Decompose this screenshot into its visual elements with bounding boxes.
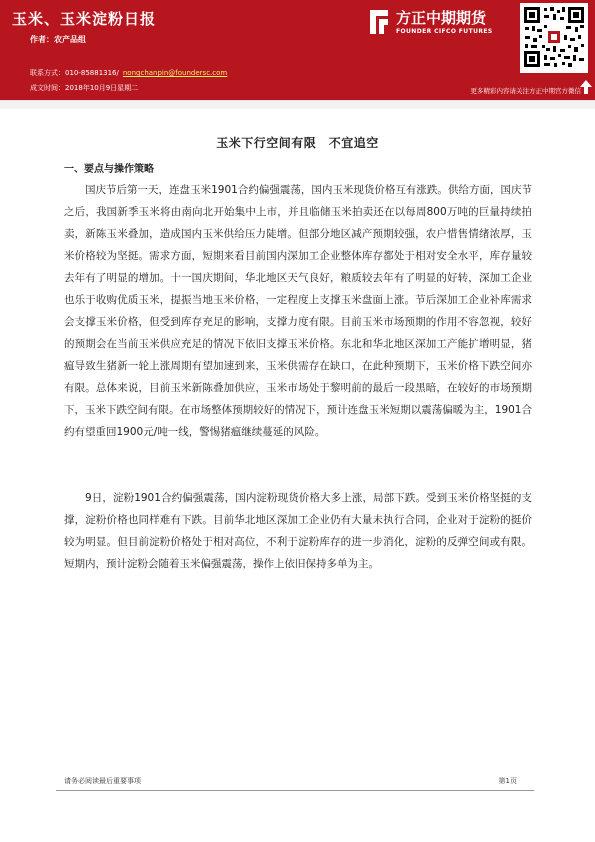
author-line: 作者：农产品组 xyxy=(30,35,86,44)
header-divider-bar xyxy=(0,100,595,109)
paragraph-corn-analysis: 国庆节后第一天，连盘玉米1901合约偏强震荡，国内玉米现货价格互有涨跌。供给方面，国庆节之后，我国新季玉米将由南向北开始集中上市，并且临储玉米拍卖还在以每周800万吨的巨量持续拍卖，新陈玉米叠加，造成国内玉米供给压力陡增。但部分地区减产预期较强，农户惜售情绪浓厚，玉米价格较为坚挺。需求方面，短期来看目前国内深加工企业整体库存都处于相对安全水平，库存量较去年有了明显的增加。十一国庆期间，华北地区天气良好，粮质较去年有了明显的好转，深加工企业也乐于收购优质玉米，提振当地玉米价格，一定程度上支撑玉米盘面上涨。节后深加工企业补库需求会支撑玉米价格，但受到库存充足的影响，支撑力度有限。目前玉米市场预期的作用不容忽视，较好的预期会在当前玉米供应充足的情况下依旧支撑玉米价格。东北和华北地区深加工产能扩增明显，猪瘟导致生猪新一轮上涨周期有望加速到来，玉米供需存在缺口，在此种预期下，玉米价格下跌空间亦有限。总体来说，目前玉米新陈叠加供应，玉米市场处于黎明前的最后一段黑暗，在较好的市场预期下，玉米下跌空间有限。在市场整体预期较好的情况下，预计连盘玉米短期以震荡偏暖为主，1901合约有望重回1900元/吨一线，警惕猪瘟继续蔓延的风险。 xyxy=(64,184,532,438)
footer-page-number: 第1页 xyxy=(498,777,517,785)
footer-disclaimer: 请务必阅读最后重要事项 xyxy=(64,777,141,785)
follow-wechat-text: 更多精彩内容请关注方正中期官方微信 xyxy=(470,87,581,95)
paragraph-starch-analysis: 9日，淀粉1901合约偏强震荡，国内淀粉现货价格大多上涨，局部下跌。受到玉米价格坚挺的支撑，淀粉价格也同样难有下跌。目前华北地区深加工企业仍有大量未执行合同，企业对于淀粉的挺价较为明显。但目前淀粉价格处于相对高位，不利于淀粉库存的进一步消化，淀粉的反弹空间或有限。短期内，预计淀粉会随着玉米偏强震荡，操作上依旧保持多单为主。 xyxy=(64,492,532,570)
footer-divider xyxy=(56,790,534,791)
brand-logo xyxy=(366,6,516,42)
contact-label: 联系方式：010-85881316/ xyxy=(30,69,119,77)
brand-name-cn: 方正中期期货 xyxy=(396,9,487,27)
contact-email-link[interactable]: nongchanpin@foundersc.com xyxy=(122,69,228,77)
brand-name-en: FOUNDER CIFCO FUTURES xyxy=(396,28,493,35)
founder-logo-icon xyxy=(366,8,392,36)
contact-line xyxy=(30,68,227,78)
report-header xyxy=(0,0,595,100)
report-title: 玉米、玉米淀粉日报 xyxy=(12,10,157,28)
qr-code-icon xyxy=(520,3,588,73)
date-line: 成文时间：2018年10月9日星期二 xyxy=(30,84,139,92)
article-title: 玉米下行空间有限 不宜追空 xyxy=(216,136,379,150)
arrow-up-icon xyxy=(580,80,592,94)
section-heading-key-points: 一、要点与操作策略 xyxy=(64,164,154,175)
